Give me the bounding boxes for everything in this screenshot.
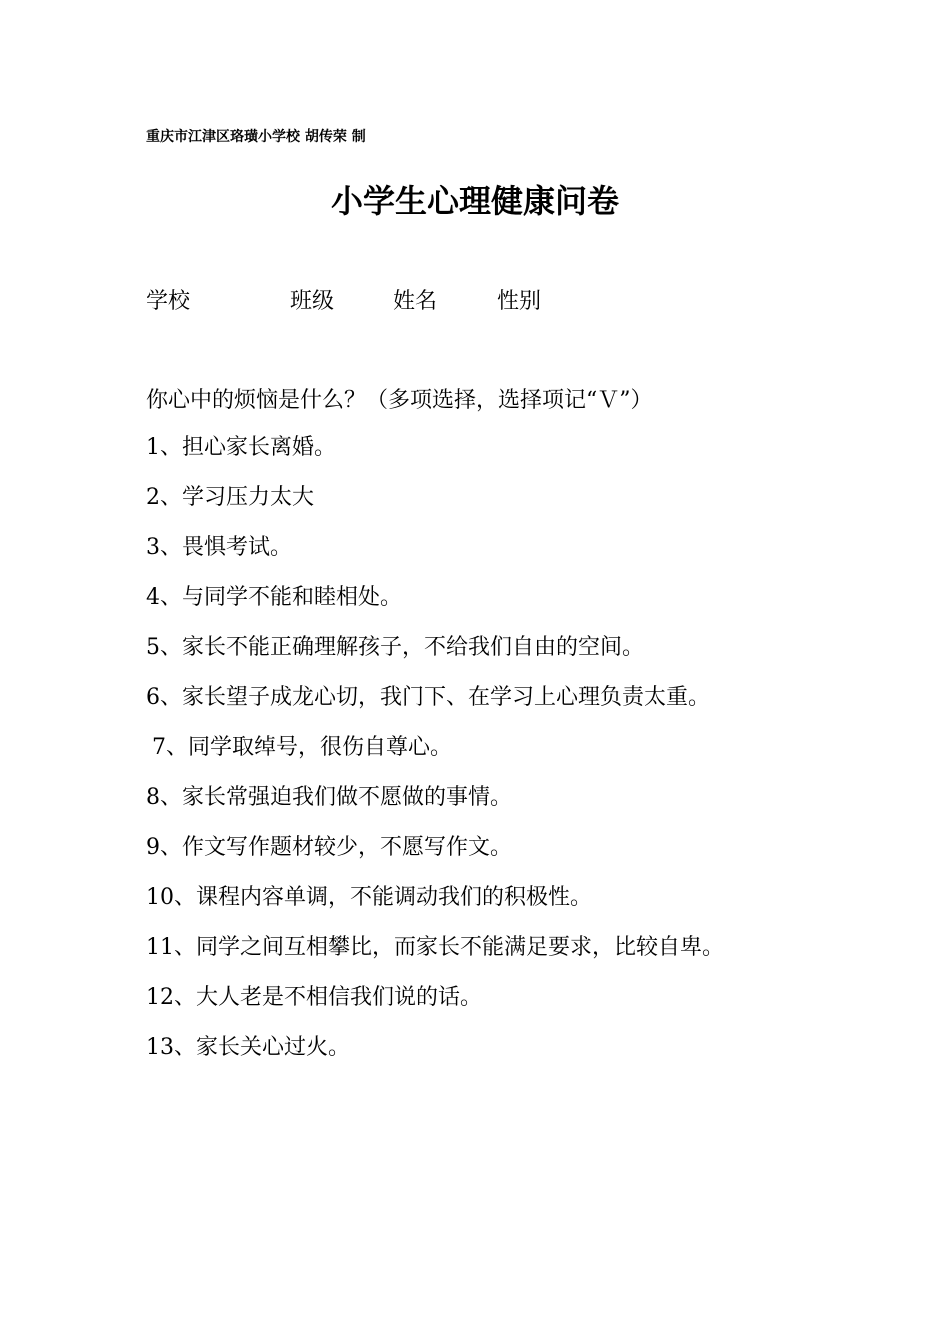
option-item: 3、畏惧考试。 [146,535,292,560]
name-field-label: 姓名 [393,289,438,314]
student-info-row [0,284,950,314]
option-item: 2、学习压力太大 [146,485,314,510]
question-text: 你心中的烦恼是什么？（多项选择，选择项记“Ｖ”） [146,388,653,413]
option-item: 12、大人老是不相信我们说的话。 [146,985,482,1010]
class-field-label: 班级 [290,289,335,314]
option-item: 4、与同学不能和睦相处。 [146,585,402,610]
options-list [0,433,950,1083]
option-item: 1、担心家长离婚。 [146,435,336,460]
option-item: 13、家长关心过火。 [146,1035,350,1060]
author-line: 重庆市江津区珞璜小学校 胡传荣 制 [146,129,366,145]
option-item: 10、课程内容单调，不能调动我们的积极性。 [146,885,592,910]
school-field-label: 学校 [146,289,191,314]
page-title: 小学生心理健康问卷 [330,182,619,220]
option-item: 9、作文写作题材较少，不愿写作文。 [146,835,512,860]
gender-field-label: 性别 [497,289,542,314]
option-item: 5、家长不能正确理解孩子，不给我们自由的空间。 [146,635,644,660]
option-item: 8、家长常强迫我们做不愿做的事情。 [146,785,512,810]
option-item: 11、同学之间互相攀比，而家长不能满足要求，比较自卑。 [146,935,724,960]
option-item: 7、同学取绰号，很伤自尊心。 [152,735,452,760]
option-item: 6、家长望子成龙心切，我门下、在学习上心理负责太重。 [146,685,710,710]
